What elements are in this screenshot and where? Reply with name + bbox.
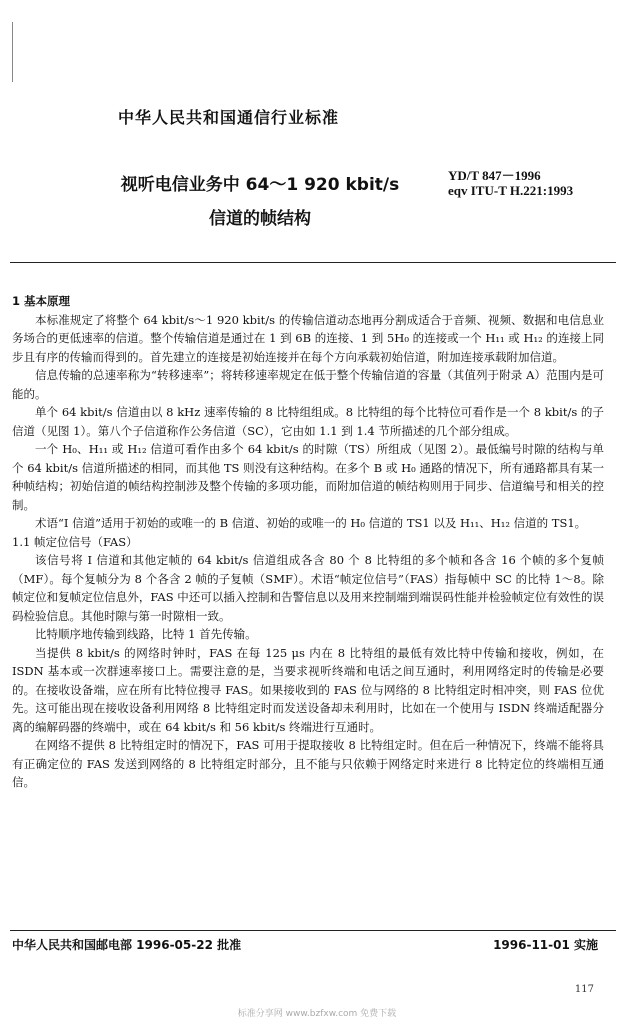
- header-divider: [10, 262, 616, 263]
- section-heading-1: 1 基本原理: [12, 294, 71, 308]
- footer-divider: [10, 930, 616, 931]
- standard-code-block: [448, 168, 573, 198]
- paragraph: 当提供 8 kbit/s 的网络时钟时，FAS 在每 125 μs 内在 8 比特组的最低有效比特中传输和接收，例如，在 ISDN 基本或一次群速率接口上。需要注意的是，当要求视听终端和电话之间互通时，利用网络定时的传输是必要的。在接收设备端，应在所有比特位搜寻 FAS。如果接收到的 FAS 位与网络的 8 比特组定时相冲突，则 FAS 位优先。这可能出现在接收设备利用网络 8 比特组定时而发送设备却未利用时，比如在一个使用与 ISDN 终端适配器分离的编解码器的终端中，或在 64 kbit/s 和 56 kbit/s 终端进行互通时。: [12, 645, 604, 734]
- paragraph: 一个 H₀、H₁₁ 或 H₁₂ 信道可看作由多个 64 kbit/s 的时隙（TS）所组成（见图 2）。最低编号时隙的结构与单个 64 kbit/s 信道所描述的相同，而其他 TS 则没有这种结构。在多个 B 或 H₀ 通路的情况下，所有通路都具有某一种帧结构；初始信道的帧结构控制涉及整个传输的多项功能，而附加信道的帧结构则用于同步、信道编号和相关的控制。: [12, 442, 604, 512]
- paragraph: 该信号将 I 信道和其他定帧的 64 kbit/s 信道组成各含 80 个 8 比特组的多个帧和各含 16 个帧的多个复帧（MF）。每个复帧分为 8 个各含 2 帧的子复帧（SMF）。术语“帧定位信号”（FAS）指每帧中 SC 的比特 1～8。除帧定位和复帧定位信息外，FAS 中还可以插入控制和告警信息以及用来控制端到端误码性能并检验帧定位有效性的误码检验信息。其他时隙与第一时隙相一致。: [12, 553, 604, 623]
- page-number: 117: [574, 984, 594, 995]
- watermark-text: 标准分享网 www.bzfxw.com 免费下载: [237, 1009, 397, 1019]
- standard-title-line-1: 视听电信业务中 64～1 920 kbit/s: [120, 175, 400, 195]
- standard-title: [110, 168, 410, 236]
- section-heading-1-1: 1.1 帧定位信号（FAS）: [12, 534, 138, 549]
- paragraph: 信息传输的总速率称为“转移速率”；将转移速率规定在低于整个传输信道的容量（其值列于附录 A）范围内是可能的。: [12, 368, 604, 401]
- paragraph: 术语“I 信道”适用于初始的或唯一的 B 信道、初始的或唯一的 H₀ 信道的 TS1 以及 H₁₁、H₁₂ 信道的 TS1。: [35, 516, 587, 530]
- binding-mark: [12, 22, 13, 82]
- implementation-date: 1996-11-01 实施: [493, 938, 598, 952]
- standard-title-line-2: 信道的帧结构: [209, 209, 311, 229]
- standard-equivalence: eqv ITU-T H.221:1993: [448, 183, 574, 198]
- approval-info: 中华人民共和国邮电部 1996-05-22 批准: [12, 938, 242, 952]
- paragraph: 在网络不提供 8 比特组定时的情况下，FAS 可用于提取接收 8 比特组定时。但在后一种情况下，终端不能将具有正确定位的 FAS 发送到网络的 8 比特组定时部分，且不能与只依赖于网络定时来进行 8 比特定位的终端相互通信。: [12, 738, 604, 789]
- issuing-org-title: 中华人民共和国通信行业标准: [118, 108, 340, 127]
- paragraph: 比特顺序地传输到线路，比特 1 首先传输。: [35, 627, 257, 641]
- paragraph: 单个 64 kbit/s 信道由以 8 kHz 速率传输的 8 比特组组成。8 比特组的每个比特位可看作是一个 8 kbit/s 的子信道（见图 1）。第八个子信道称作公务信道（SC），它由如 1.1 到 1.4 节所描述的几个部分组成。: [12, 405, 604, 438]
- document-body: [12, 292, 604, 792]
- paragraph: 本标准规定了将整个 64 kbit/s～1 920 kbit/s 的传输信道动态地再分割成适合于音频、视频、数据和电信息业务场合的更低速率的信道。整个传输信道是通过在 1 到 6B 的连接、1 到 5H₀ 的连接或一个 H₁₁ 或 H₁₂ 的连接上同步且有序的传输而得到的。首先建立的连接是初始连接并在每个方向承载初始信道，附加连接承载附加信道。: [12, 312, 604, 364]
- standard-number: YD/T 847－1996: [448, 168, 541, 183]
